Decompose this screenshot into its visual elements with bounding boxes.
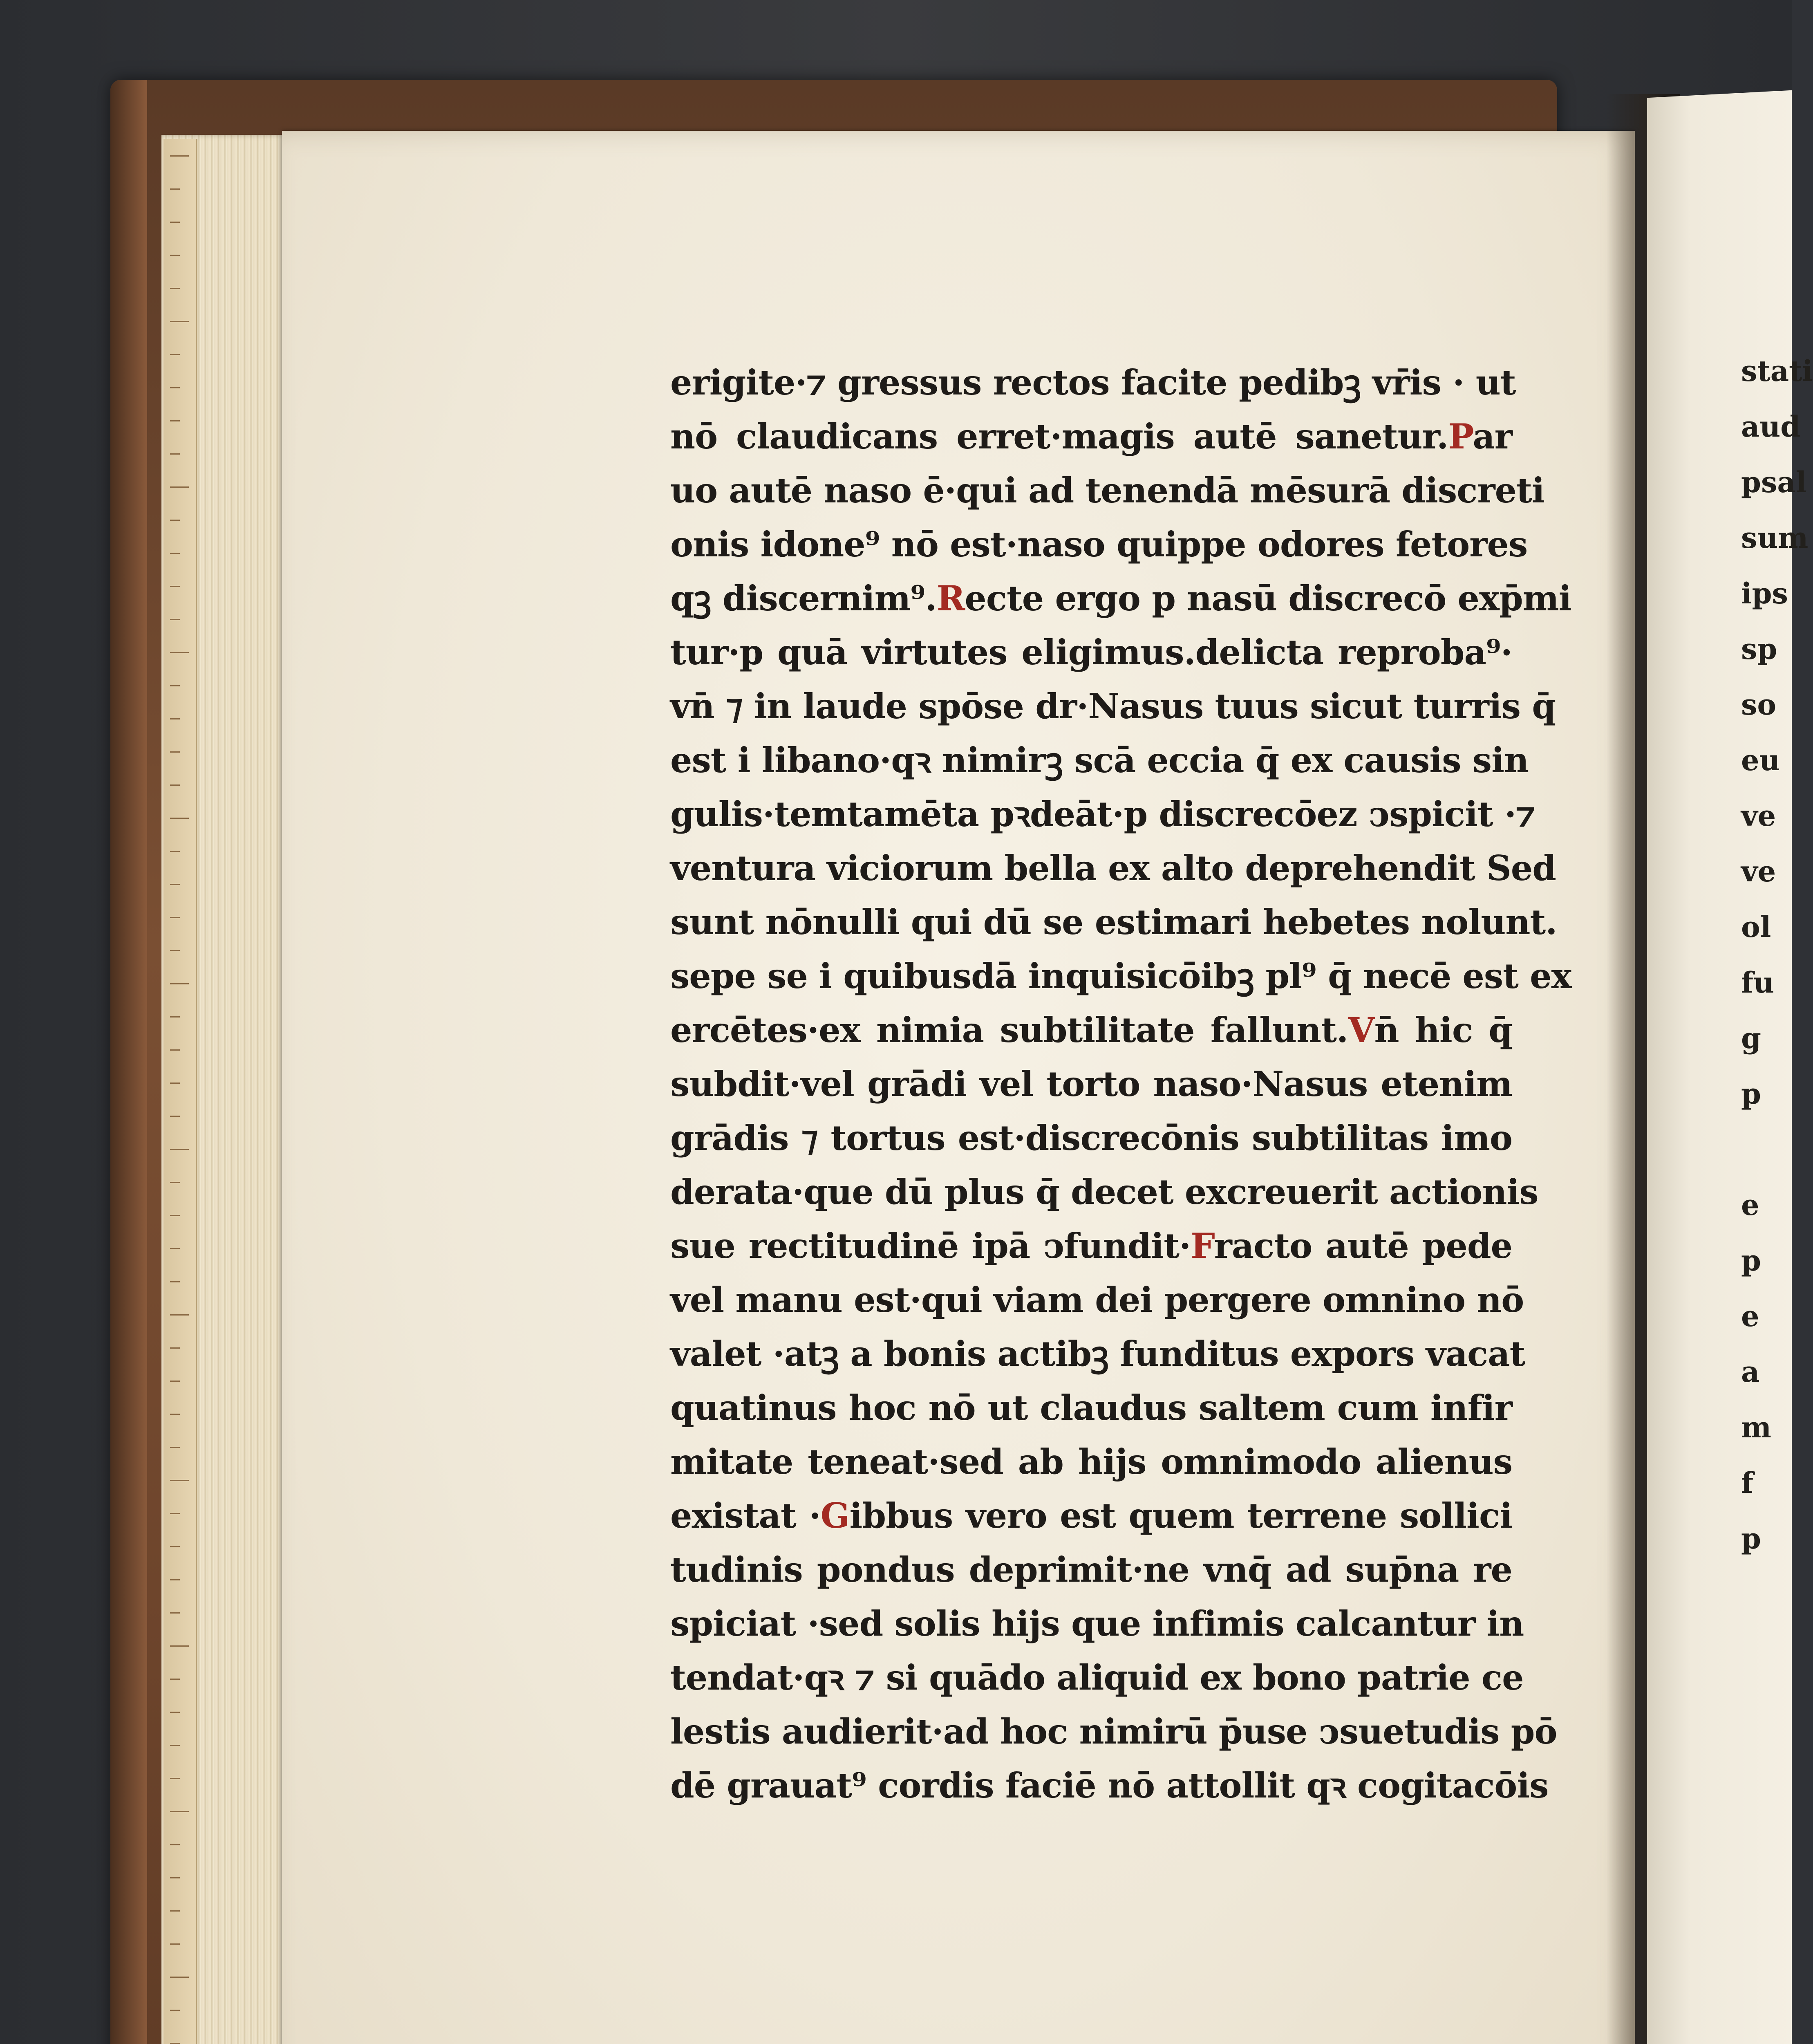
ruler-tick	[170, 1778, 180, 1779]
ruler-tick	[170, 222, 180, 223]
recto-line: so	[1741, 688, 1777, 722]
ruler-tick	[170, 1215, 180, 1216]
ruler-tick	[170, 1712, 180, 1713]
text-line	[670, 841, 1556, 895]
ruler-tick	[170, 1182, 180, 1183]
text-line	[670, 1705, 1557, 1759]
ruler-tick	[170, 553, 180, 554]
recto-line: ve	[1741, 799, 1776, 833]
ruler-tick	[170, 387, 180, 388]
recto-line: m	[1741, 1410, 1772, 1444]
text-line	[670, 1327, 1525, 1381]
text-segment: ibbus vero est quem terrene sollici	[849, 1495, 1512, 1536]
text-segment: est i libano·qꝛ nimirꝫ scā eccia q̄ ex causis sin	[670, 740, 1529, 780]
ruler-tick	[170, 718, 180, 719]
text-line	[670, 356, 1516, 410]
text-line	[670, 1489, 1512, 1543]
recto-line	[1741, 1678, 1792, 1733]
ruler-tick	[170, 1679, 180, 1680]
ruler-tick	[170, 354, 180, 355]
recto-line: sum	[1741, 521, 1809, 555]
text-segment: uo autē naso ē·qui ad tenendā mēsurā discreti	[670, 470, 1544, 511]
recto-text	[1741, 343, 1813, 1845]
ruler-tick	[170, 1083, 180, 1084]
ruler-tick	[170, 818, 189, 819]
text-line	[670, 679, 1556, 733]
ruler-tick	[170, 321, 189, 322]
recto-line: aud	[1741, 410, 1801, 444]
text-line	[670, 1543, 1512, 1597]
recto-line: f	[1741, 1466, 1754, 1500]
ruler-tick	[170, 1480, 189, 1481]
ruler-tick	[170, 1977, 189, 1978]
text-line	[670, 518, 1528, 572]
ruler-tick	[170, 1149, 189, 1150]
recto-line: p	[1741, 1077, 1761, 1111]
ruler-tick	[170, 1447, 180, 1448]
text-line	[670, 1165, 1538, 1219]
text-segment: tendat·qꝛ ⁊ si quādo aliquid ex bono patrie ce	[670, 1657, 1524, 1698]
recto-line: eu	[1741, 743, 1780, 777]
ruler-tick	[170, 1844, 180, 1845]
ruler-tick	[170, 983, 189, 984]
rubric-initial: P	[1448, 416, 1473, 457]
text-segment: erigite·⁊ gressus rectos facite pedibꝫ vr̄is · ut	[670, 362, 1516, 403]
text-line	[670, 1273, 1524, 1327]
text-segment: derata·que dū plus q̄ decet excreuerit actionis	[670, 1172, 1538, 1212]
text-segment: existat ·	[670, 1495, 821, 1536]
ruler-tick	[170, 520, 180, 521]
ruler-tick	[170, 420, 180, 421]
text-line	[670, 1435, 1512, 1489]
text-segment: lestis audierit·ad hoc nimirū p̄use ↄsuetudis pō	[670, 1711, 1557, 1752]
recto-line	[1741, 1733, 1792, 1789]
text-block	[670, 356, 1571, 1813]
recto-line: ips	[1741, 576, 1788, 610]
ruler-tick	[170, 1049, 180, 1051]
text-line	[670, 733, 1529, 787]
text-segment: valet ·atꝫ a bonis actibꝫ funditus expors vacat	[670, 1334, 1525, 1374]
text-line	[670, 410, 1512, 464]
text-line	[670, 1219, 1512, 1273]
text-line	[670, 1597, 1524, 1651]
ruler-tick	[170, 288, 180, 289]
ruler-tick	[170, 155, 189, 157]
ruler-tick	[170, 188, 180, 190]
ruler-tick	[170, 1347, 180, 1349]
ruler-tick	[170, 1116, 180, 1117]
ruler-tick	[170, 486, 189, 488]
recto-line: e	[1741, 1299, 1759, 1333]
text-segment: subdit·vel grādi vel torto naso·Nasus etenim	[670, 1064, 1512, 1104]
ruler-tick	[170, 619, 180, 620]
ruler-tick	[170, 2010, 180, 2011]
text-segment: mitate teneat·sed ab hijs omnimodo alienus	[670, 1441, 1512, 1482]
recto-line: fu	[1741, 966, 1775, 1000]
recto-line: e	[1741, 1188, 1759, 1222]
text-line	[670, 895, 1557, 949]
text-segment: vn̄ ⁊ in laude spōse dr·Nasus tuus sicut turris q̄	[670, 686, 1556, 726]
text-segment: dē grauat⁹ cordis faciē nō attollit qꝛ cogitacōis	[670, 1765, 1549, 1806]
text-segment: onis idone⁹ nō est·naso quippe odores fetores	[670, 524, 1528, 565]
text-segment: ercētes·ex nimia subtilitate fallunt.	[670, 1010, 1348, 1050]
text-segment: grādis ⁊ tortus est·discrecōnis subtilitas imo	[670, 1118, 1512, 1158]
text-segment: gulis·temtamēta pꝛdeāt·p discrecōez ↄspicit ·⁊	[670, 794, 1535, 834]
rubric-initial: F	[1191, 1226, 1214, 1266]
ruler-tick	[170, 1016, 180, 1018]
text-line	[670, 1111, 1512, 1165]
ruler-tick	[170, 884, 180, 885]
recto-line: ol	[1741, 910, 1771, 944]
ruler-tick	[170, 652, 189, 653]
binding-spine-edge	[110, 80, 147, 2044]
ruler-tick	[170, 685, 180, 686]
recto-line: sp	[1741, 632, 1777, 666]
text-line	[670, 1003, 1512, 1057]
ruler-tick	[170, 1281, 180, 1282]
text-segment: spiciat ·sed solis hijs que infimis calcantur in	[670, 1603, 1524, 1644]
ruler-tick	[170, 917, 180, 918]
recto-line: psal	[1741, 465, 1807, 499]
text-line	[670, 625, 1512, 679]
text-segment: n̄ hic q̄	[1374, 1010, 1512, 1050]
ruler-tick	[170, 1314, 189, 1316]
recto-line: ve	[1741, 854, 1776, 888]
ruler-tick	[170, 1546, 180, 1547]
ruler-tick	[170, 1414, 180, 1415]
text-line	[670, 464, 1544, 518]
ruler-tick	[170, 851, 180, 852]
ruler-tick	[170, 784, 180, 786]
ruler-tick	[170, 1877, 180, 1878]
recto-line	[1741, 1622, 1792, 1678]
text-line	[670, 572, 1571, 625]
ruler-tick	[170, 1811, 189, 1812]
ruler-tick	[170, 453, 180, 455]
text-segment: ecte ergo p nasū discrecō exp̄mi	[965, 578, 1571, 619]
edge-ruler	[163, 139, 197, 2044]
text-segment: sunt nōnulli qui dū se estimari hebetes nolunt.	[670, 902, 1557, 942]
text-segment: sue rectitudinē ipā ↄfundit·	[670, 1226, 1191, 1266]
text-line	[670, 1057, 1512, 1111]
rubric-initial: G	[820, 1495, 850, 1536]
text-segment: vel manu est·qui viam dei pergere omnino nō	[670, 1280, 1524, 1320]
text-segment: quatinus hoc nō ut claudus saltem cum infir	[670, 1387, 1512, 1428]
ruler-tick	[170, 255, 180, 256]
text-segment: nō claudicans erret·magis autē sanetur.	[670, 416, 1448, 457]
text-segment: qꝫ discernim⁹.	[670, 578, 937, 619]
text-line	[670, 949, 1571, 1003]
recto-line	[1741, 1789, 1792, 1845]
text-segment: ventura viciorum bella ex alto deprehendit Sed	[670, 848, 1556, 888]
ruler-tick	[170, 1513, 180, 1514]
recto-line	[1741, 1122, 1792, 1177]
ruler-tick	[170, 586, 180, 587]
recto-line: a	[1741, 1355, 1760, 1389]
text-segment: racto autē pede	[1214, 1226, 1512, 1266]
rubric-initial: R	[936, 578, 965, 619]
ruler-tick	[170, 1745, 180, 1746]
recto-line: stati	[1741, 354, 1813, 388]
recto-line: g	[1741, 1021, 1761, 1055]
ruler-tick	[170, 1579, 180, 1580]
ruler-tick	[170, 1612, 180, 1614]
recto-line	[1741, 1567, 1792, 1622]
text-segment: sepe se i quibusdā inquisicōibꝫ pl⁹ q̄ necē est ex	[670, 956, 1571, 996]
ruler-tick	[170, 1381, 180, 1382]
ruler-tick	[170, 1645, 189, 1647]
text-segment: tur·p quā virtutes eligimus.delicta reproba⁹·	[670, 632, 1512, 672]
text-segment: tudinis pondus deprimit·ne vnq̄ ad sup̄na re	[670, 1549, 1512, 1590]
recto-line: p	[1741, 1522, 1761, 1555]
text-line	[670, 787, 1535, 841]
ruler-tick	[170, 1248, 180, 1249]
text-line	[670, 1651, 1524, 1705]
text-segment: ar	[1473, 416, 1512, 457]
rubric-initial: V	[1348, 1010, 1374, 1050]
ruler-tick	[170, 1943, 180, 1945]
recto-line: p	[1741, 1244, 1761, 1278]
ruler-tick	[170, 751, 180, 753]
ruler-tick	[170, 1910, 180, 1912]
ruler-tick	[170, 950, 180, 951]
text-line	[670, 1759, 1549, 1813]
text-line	[670, 1381, 1512, 1435]
